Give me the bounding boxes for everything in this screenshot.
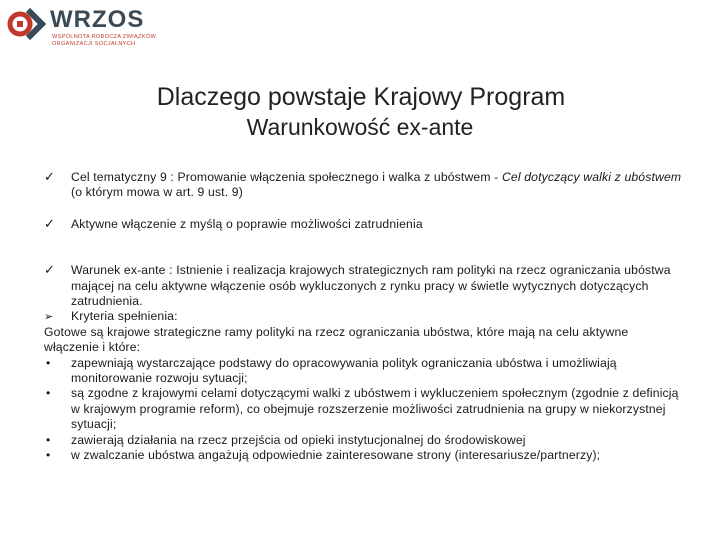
bullet-4-text: w zwalczanie ubóstwa angażują odpowiednie zainteresowane strony (interesariusze/partnerzy); <box>71 448 601 463</box>
title-line1: Dlaczego powstaje Krajowy Program <box>156 83 566 111</box>
item-1-text: Cel tematyczny 9 : Promowanie włączenia społecznego i walka z ubóstwem - <box>71 170 502 184</box>
slide-title <box>0 82 720 142</box>
item-1-tail: (o którym mowa w art. 9 ust. 9) <box>71 185 243 200</box>
criteria-intro: Gotowe są krajowe strategiczne ramy polityki na rzecz ograniczania ubóstwa, które mają na celu aktywne włączenie i które: <box>44 324 629 355</box>
item-3-text: Warunek ex-ante : Istnienie i realizacja krajowych strategicznych ram polityki na rzecz ograniczania ubóstwa mającej na celu aktywne włączenie osób wykluczonych z rynku pracy w świetle wytycznych dotyczących zatrudnienia. <box>71 263 671 309</box>
check-item-1 <box>44 170 684 201</box>
bullet-icon: • <box>46 355 51 370</box>
bullet-2-text: są zgodne z krajowymi celami dotyczącymi walki z ubóstwem i wykluczeniem społecznym (zgodnie z definicją w krajowym programie reform), co obejmuje rozszerzenie możliwości zatrudnienia na grupy w niekorzystnej sytuacji; <box>71 386 679 432</box>
criteria-label: Kryteria spełnienia: <box>71 309 178 324</box>
wrzos-logo <box>6 4 156 48</box>
bullet-item-1 <box>44 356 684 387</box>
title-line2: Warunkowość ex-ante <box>246 114 474 140</box>
bullet-item-4 <box>44 448 684 463</box>
check-item-2 <box>44 217 684 232</box>
criteria-item <box>44 309 684 324</box>
bullet-icon: • <box>46 448 51 463</box>
check-item-3 <box>44 263 684 309</box>
bullet-icon: • <box>46 432 51 447</box>
item-1-italic: Cel dotyczący walki z ubóstwem <box>501 170 682 184</box>
bullet-3-text: zawierają działania na rzecz przejścia od opieki instytucjonalnej do środowiskowej <box>71 432 526 447</box>
wrzos-emblem-icon <box>6 4 46 44</box>
arrow-bullet-icon: ➢ <box>44 310 54 324</box>
bullet-icon: • <box>46 386 51 401</box>
logo-wordmark: WRZOS <box>50 6 145 33</box>
checkmark-icon: ✓ <box>44 170 56 185</box>
logo-subtitle-line1: WSPÓLNOTA ROBOCZA ZWIĄZKÓW <box>52 34 157 40</box>
slide-content <box>44 170 684 464</box>
checkmark-icon: ✓ <box>44 216 56 232</box>
bullet-item-2 <box>44 386 684 432</box>
bullet-item-3 <box>44 433 684 448</box>
checkmark-icon: ✓ <box>44 263 56 279</box>
logo-subtitle-line2: ORGANIZACJI SOCJALNYCH <box>52 41 136 47</box>
bullet-1-text: zapewniają wystarczające podstawy do opracowywania polityk ograniczania ubóstwa i umożliwiają monitorowanie rozwoju sytuacji; <box>71 355 617 386</box>
item-2-text: Aktywne włączenie z myślą o poprawie możliwości zatrudnienia <box>71 216 423 231</box>
